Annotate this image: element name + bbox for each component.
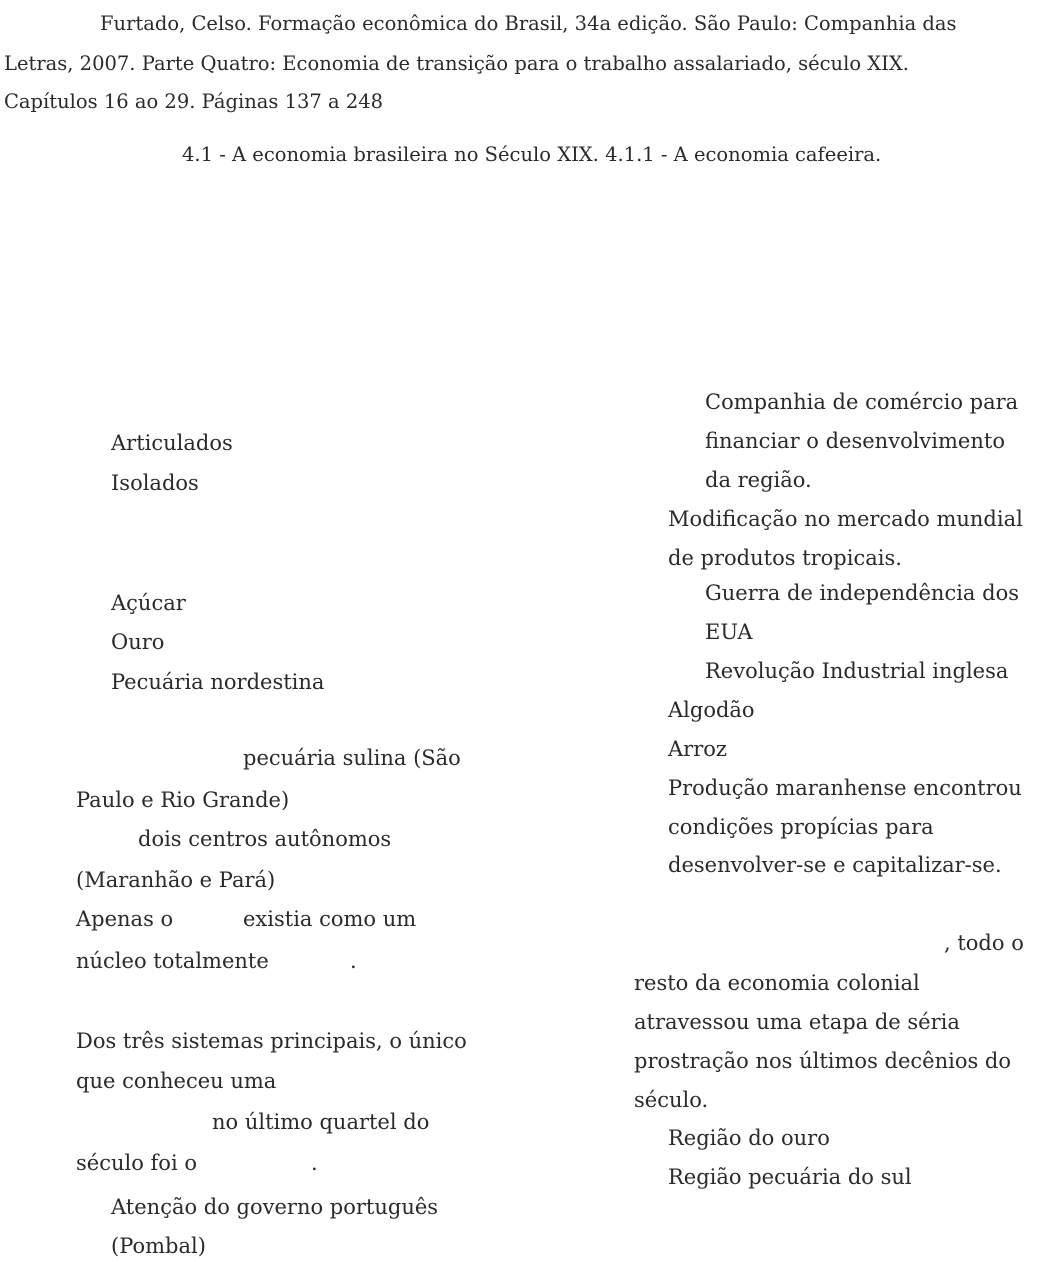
left-line-articulados: Articulados xyxy=(111,431,233,455)
right-line-produtos-tropicais: de produtos tropicais. xyxy=(668,546,902,570)
right-line-arroz: Arroz xyxy=(668,737,727,761)
section-title: 4.1 - A economia brasileira no Século XIX. 4.1.1 - A economia cafeeira. xyxy=(182,143,882,166)
left-line-nucleo: núcleo totalmente xyxy=(76,949,269,973)
right-line-resto: resto da economia colonial xyxy=(634,971,920,995)
right-line-regiao-pecuaria: Região pecuária do sul xyxy=(668,1165,912,1189)
left-line-dois-centros: dois centros autônomos xyxy=(138,827,392,851)
left-line-conheceu: que conheceu uma xyxy=(76,1069,277,1093)
left-line-pombal: (Pombal) xyxy=(111,1234,206,1258)
citation-line-1: Furtado, Celso. Formação econômica do Brasil, 34a edição. São Paulo: Companhia das xyxy=(100,12,957,35)
left-line-maranhao-para: (Maranhão e Pará) xyxy=(76,868,276,892)
right-line-desenvolver: desenvolver-se e capitalizar-se. xyxy=(668,853,1002,877)
left-line-pecuaria-nordestina: Pecuária nordestina xyxy=(111,670,325,694)
right-line-prostracao: prostração nos últimos decênios do xyxy=(634,1049,1012,1073)
left-line-tres-sistemas: Dos três sistemas principais, o único xyxy=(76,1029,467,1053)
left-line-seculo-foi: século foi o xyxy=(76,1151,197,1175)
right-line-regiao-ouro: Região do ouro xyxy=(668,1126,830,1150)
right-line-condicoes: condições propícias para xyxy=(668,815,934,839)
citation-line-3: Capítulos 16 ao 29. Páginas 137 a 248 xyxy=(4,90,384,113)
left-line-ultimo-quartel: no último quartel do xyxy=(212,1110,430,1134)
left-line-pecuaria-sulina: pecuária sulina (São xyxy=(243,746,461,770)
right-line-guerra: Guerra de independência dos xyxy=(705,581,1019,605)
right-line-eua: EUA xyxy=(705,620,753,644)
right-line-revolucao: Revolução Industrial inglesa xyxy=(705,659,1009,683)
right-line-algodao: Algodão xyxy=(668,698,755,722)
right-line-financiar: financiar o desenvolvimento xyxy=(705,429,1005,453)
left-line-existia: existia como um xyxy=(243,907,417,931)
right-line-da-regiao: da região. xyxy=(705,468,812,492)
right-line-modificacao: Modificação no mercado mundial xyxy=(668,507,1023,531)
right-line-companhia: Companhia de comércio para xyxy=(705,390,1019,414)
left-line-ouro: Ouro xyxy=(111,630,165,654)
left-line-apenas-o: Apenas o xyxy=(76,907,174,931)
left-line-acucar: Açúcar xyxy=(111,591,186,615)
right-line-todo-o: , todo o xyxy=(944,931,1024,955)
left-line-sao-paulo-rio-grande: Paulo e Rio Grande) xyxy=(76,788,290,812)
left-line-isolados: Isolados xyxy=(111,471,199,495)
left-line-seculo-period: . xyxy=(311,1151,318,1175)
left-line-atencao-governo: Atenção do governo português xyxy=(111,1195,439,1219)
citation-line-2: Letras, 2007. Parte Quatro: Economia de transição para o trabalho assalariado, século XIX. xyxy=(4,52,909,75)
right-line-producao: Produção maranhense encontrou xyxy=(668,776,1022,800)
right-line-seculo: século. xyxy=(634,1088,709,1112)
left-line-nucleo-period: . xyxy=(350,949,357,973)
right-line-atravessou: atravessou uma etapa de séria xyxy=(634,1010,960,1034)
